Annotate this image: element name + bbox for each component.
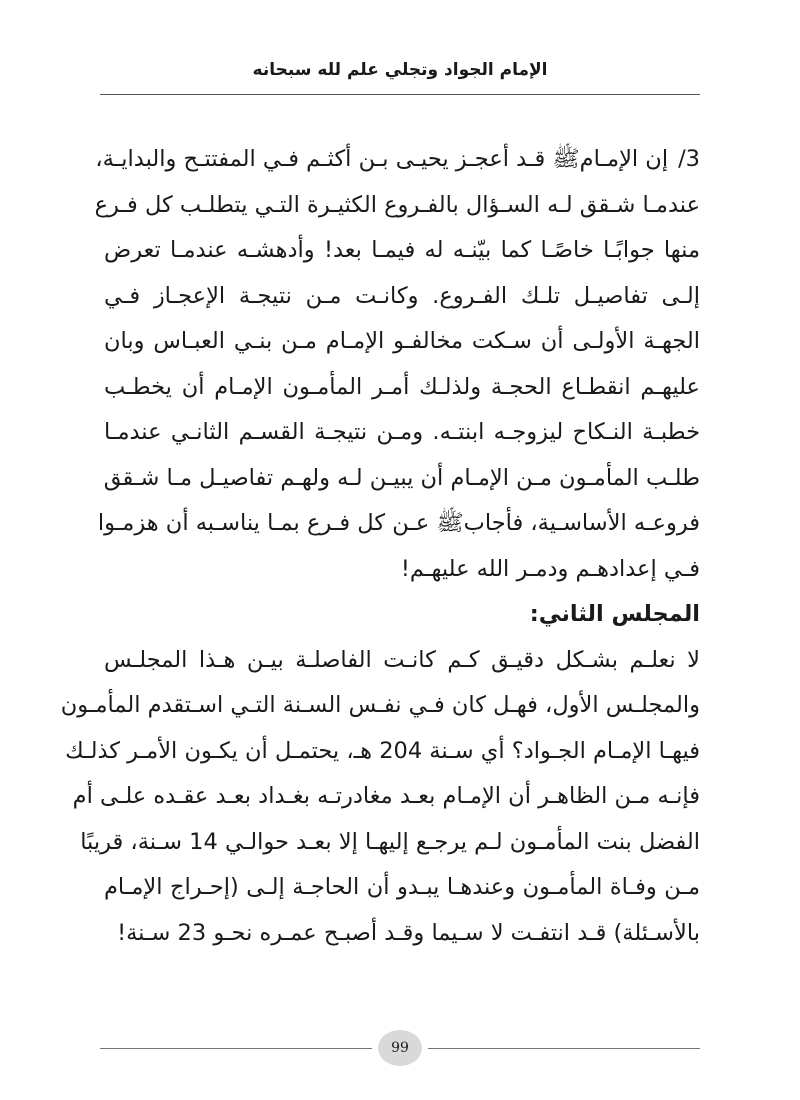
text-line: طلـب المأمـون مـن الإمـام أن يبيـن لـه ولهـم تفاصيـل مـا شـقق <box>103 464 700 491</box>
text-line: الفضل بنت المأمـون لـم يرجـع إليهـا إلا بعـد حوالـي 14 سـنة، قريبًا <box>80 828 700 855</box>
text-line: خطبـة النـكاح ليزوجـه ابنتـه. ومـن نتيجـة القسـم الثانـي عندمـا <box>104 419 700 445</box>
item-number: 3/ <box>678 146 700 172</box>
text-line: فـي إعدادهـم ودمـر الله عليهـم! <box>400 555 700 582</box>
text-line: فروعـه الأساسـية، فأجابﷺ عـن كل فـرع بمـا يناسـبه أن هزمـوا <box>97 510 700 536</box>
text-line: بالأسـئلة) قـد انتفـت لا سـيما وقـد أصبـح عمـره نحـو 23 سـنة! <box>117 919 700 946</box>
text-line: والمجلـس الأول، فهـل كان فـي نفـس السـنة التـي اسـتقدم المأمـون <box>60 692 700 718</box>
header-divider <box>100 94 700 95</box>
body-text <box>60 140 700 959</box>
text-line <box>95 140 700 186</box>
text-line: عليهـم انقطـاع الحجـة ولذلـك أمـر المأمـون الإمـام أن يخطـب <box>104 373 700 400</box>
running-header: الإمام الجواد وتجلي علم لله سبحانه <box>252 60 548 80</box>
paragraph <box>60 641 700 960</box>
text-line: فيهـا الإمـام الجـواد؟ أي سـنة 204 هـ، يحتمـل أن يكـون الأمـر كذلـك <box>65 737 700 764</box>
text-line: الجهـة الأولـى أن سـكت مخالفـو الإمـام مـن بنـي العبـاس وبان <box>104 328 700 354</box>
text-line: لا نعلـم بشـكل دقيـق كـم كانـت الفاصلـة بيـن هـذا المجلـس <box>104 646 700 673</box>
text-line: عندمـا شـقق لـه السـؤال بالفـروع الكثيـرة التـي يتطلـب كل فـرع <box>94 191 700 218</box>
text-line: مـن وفـاة المأمـون وعندهـا يبـدو أن الحاجـة إلـى (إحـراج الإمـام <box>104 874 700 900</box>
section-heading: المجلس الثاني: <box>529 601 700 627</box>
footer-divider-right <box>428 1048 700 1049</box>
footer-divider-left <box>100 1048 372 1049</box>
numbered-paragraph <box>94 140 700 595</box>
text-line-content: إن الإمـامﷺ قـد أعجـز يحيـى بـن أكثـم فـي المفتتـح والبدايـة، <box>95 146 669 172</box>
text-line: منها جوابًـا خاصًـا كما بيّنـه له فيمـا بعد! وأدهشـه عندمـا تعرض <box>104 237 700 263</box>
page-number: 99 <box>378 1030 422 1066</box>
text-line: فإنـه مـن الظاهـر أن الإمـام بعـد مغادرتـه بغـداد بعـد عقـده علـى أم <box>72 783 700 809</box>
text-line: إلـى تفاصيـل تلـك الفـروع. وكانـت مـن نتيجـة الإعجـاز فـي <box>104 282 700 309</box>
